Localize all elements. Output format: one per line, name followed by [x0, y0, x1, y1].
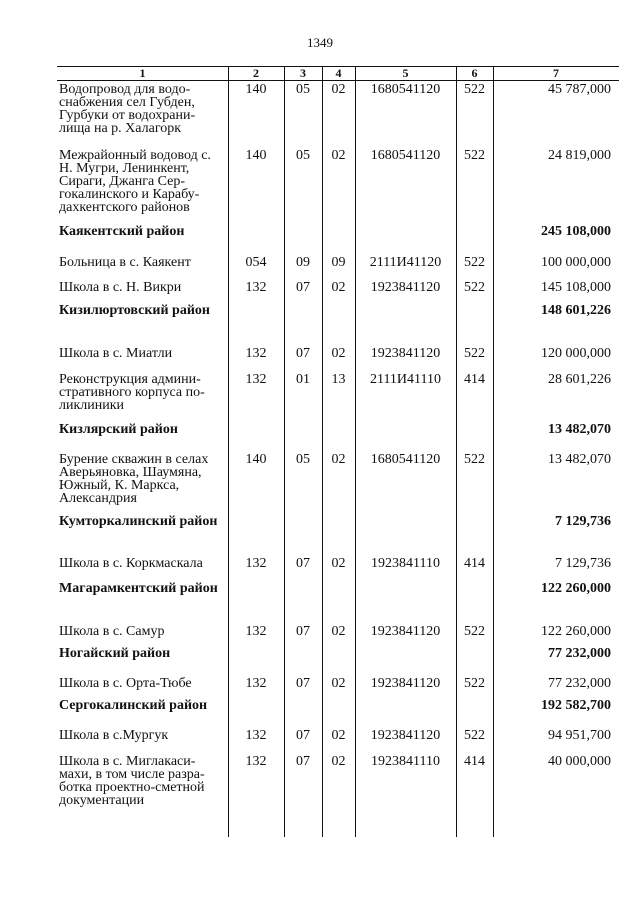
- cell-col3: [284, 647, 322, 674]
- cell-col5: 2111И41120: [369, 255, 442, 270]
- cell-col3: [284, 582, 322, 622]
- cell-col5: [355, 699, 456, 726]
- cell-col4: [322, 647, 355, 674]
- item-name: Магарамкентский район: [59, 581, 218, 596]
- column-header: 1: [139, 66, 146, 80]
- cell-col4: 02: [331, 346, 346, 361]
- cell-col5: 1923841120: [370, 676, 441, 691]
- cell-col6: [456, 423, 493, 450]
- amount-cell: 145 108,000: [541, 280, 611, 295]
- district-row: [57, 647, 619, 674]
- cell-col6: 414: [464, 372, 485, 387]
- cell-col6: 522: [464, 728, 485, 743]
- cell-col4: 02: [331, 280, 346, 295]
- amount-cell: 100 000,000: [541, 255, 611, 270]
- item-name: Сергокалинский район: [59, 698, 208, 713]
- cell-col5: 1923841120: [370, 624, 441, 639]
- column-header: 6: [471, 66, 478, 80]
- cell-col6: 522: [464, 624, 485, 639]
- cell-col2: 132: [245, 372, 267, 387]
- cell-col4: 02: [331, 676, 346, 691]
- amount-cell: 77 232,000: [548, 646, 611, 661]
- cell-col5: 2111И41110: [369, 372, 442, 387]
- cell-col4: 02: [331, 754, 346, 769]
- cell-col5: [355, 225, 456, 253]
- cell-col2: 132: [245, 728, 267, 743]
- column-header: 5: [402, 66, 409, 80]
- item-name: Ногайский район: [59, 646, 171, 661]
- amount-cell: 94 951,700: [548, 728, 611, 743]
- amount-cell: 148 601,226: [541, 303, 611, 318]
- cell-col6: 522: [464, 676, 485, 691]
- cell-col2: [228, 423, 284, 450]
- cell-col3: 07: [296, 754, 310, 769]
- cell-col6: [456, 304, 493, 344]
- cell-col4: [322, 225, 355, 253]
- cell-col2: [228, 582, 284, 622]
- cell-col6: 522: [464, 346, 485, 361]
- amount-cell: 120 000,000: [541, 346, 611, 361]
- cell-col2: [228, 699, 284, 726]
- table-row: [57, 278, 619, 304]
- cell-col2: [228, 515, 284, 554]
- cell-col4: 02: [331, 82, 346, 97]
- cell-col2: 140: [245, 452, 267, 467]
- table-row: [57, 344, 619, 370]
- cell-col3: [284, 423, 322, 450]
- cell-col2: 132: [245, 556, 267, 571]
- item-name: Кизилюртовский район: [59, 303, 210, 318]
- item-name: Межрайонный водовод с. Н. Мугри, Ленинкент, Сираги, Джанга Сер-гокалинского и Карабу-дахкентского районов: [59, 148, 211, 215]
- cell-col3: 07: [296, 280, 310, 295]
- cell-col5: 1680541120: [370, 452, 441, 467]
- table-row: [57, 674, 619, 699]
- cell-col2: 132: [245, 754, 267, 769]
- cell-col4: [322, 582, 355, 622]
- cell-col4: [322, 699, 355, 726]
- item-name: Школа в с. Н. Викри: [59, 280, 182, 295]
- district-row: [57, 225, 619, 253]
- cell-col3: 05: [296, 82, 310, 97]
- column-header: 2: [253, 66, 259, 80]
- cell-col3: 07: [296, 556, 310, 571]
- cell-col4: 09: [331, 255, 346, 270]
- cell-col5: 1923841110: [371, 556, 440, 571]
- cell-col5: 1923841120: [370, 280, 441, 295]
- cell-col3: 01: [296, 372, 310, 387]
- amount-cell: 7 129,736: [555, 556, 611, 571]
- cell-col6: [456, 699, 493, 726]
- cell-col3: 07: [296, 624, 310, 639]
- cell-col3: 07: [296, 676, 310, 691]
- cell-col5: 1923841120: [370, 728, 441, 743]
- cell-col4: [322, 423, 355, 450]
- district-row: [57, 582, 619, 622]
- cell-col6: [456, 515, 493, 554]
- cell-col6: [456, 647, 493, 674]
- table-row: [57, 622, 619, 647]
- cell-col3: 05: [296, 148, 310, 163]
- amount-cell: 28 601,226: [548, 372, 611, 387]
- cell-col3: 05: [296, 452, 310, 467]
- item-name: Школа в с.Мургук: [59, 728, 169, 743]
- column-header: 7: [553, 66, 559, 80]
- table-row: [57, 554, 619, 582]
- cell-col2: 140: [245, 82, 267, 97]
- cell-col4: 02: [331, 624, 346, 639]
- cell-col5: [355, 423, 456, 450]
- cell-col6: [456, 582, 493, 622]
- item-name: Каякентский район: [59, 224, 185, 239]
- item-name: Кизлярский район: [59, 422, 178, 437]
- cell-col4: 02: [331, 556, 346, 571]
- cell-col5: [355, 647, 456, 674]
- cell-col2: 054: [245, 255, 267, 270]
- table-row: [57, 80, 619, 146]
- cell-col3: [284, 225, 322, 253]
- budget-table: [57, 66, 619, 849]
- table-row: [57, 752, 619, 849]
- cell-col5: 1680541120: [370, 148, 441, 163]
- cell-col6: 522: [464, 255, 485, 270]
- cell-col6: 414: [464, 754, 485, 769]
- cell-col2: 132: [245, 624, 267, 639]
- cell-col2: [228, 647, 284, 674]
- item-name: Кумторкалинский район: [59, 514, 218, 529]
- cell-col2: 132: [245, 280, 267, 295]
- cell-col6: 522: [464, 452, 485, 467]
- item-name: Школа в с. Миглакаси-махи, в том числе разра-ботка проектно-сметной документации: [59, 754, 205, 808]
- cell-col6: 522: [464, 82, 485, 97]
- cell-col6: [456, 225, 493, 253]
- cell-col2: [228, 304, 284, 344]
- cell-col5: [355, 304, 456, 344]
- amount-cell: 122 260,000: [541, 624, 611, 639]
- district-row: [57, 515, 619, 554]
- cell-col3: [284, 699, 322, 726]
- cell-col5: 1923841110: [371, 754, 440, 769]
- district-row: [57, 304, 619, 344]
- item-name: Бурение скважин в селах Аверьяновка, Шаумяна, Южный, К. Маркса, Александрия: [59, 452, 209, 506]
- cell-col6: 414: [464, 556, 485, 571]
- district-row: [57, 699, 619, 726]
- cell-col6: 522: [464, 148, 485, 163]
- page-number: 1349: [307, 35, 333, 50]
- cell-col5: 1923841120: [370, 346, 441, 361]
- amount-cell: 122 260,000: [541, 581, 611, 596]
- cell-col2: 132: [245, 676, 267, 691]
- cell-col3: 07: [296, 346, 310, 361]
- cell-col4: 02: [331, 452, 346, 467]
- cell-col3: [284, 515, 322, 554]
- table-row: [57, 146, 619, 225]
- table-row: [57, 450, 619, 515]
- cell-col4: 02: [331, 148, 346, 163]
- amount-cell: 77 232,000: [548, 676, 611, 691]
- table-row: [57, 253, 619, 278]
- cell-col4: [322, 515, 355, 554]
- district-row: [57, 423, 619, 450]
- cell-col3: [284, 304, 322, 344]
- cell-col2: 140: [245, 148, 267, 163]
- item-name: Школа в с. Миатли: [59, 346, 173, 361]
- item-name: Водопровод для водо-снабжения сел Губден, Гурбуки от водохрани-лища на р. Халагорк: [59, 82, 196, 136]
- cell-col4: 13: [331, 372, 346, 387]
- cell-col3: 09: [296, 255, 310, 270]
- cell-col2: [228, 225, 284, 253]
- cell-col3: 07: [296, 728, 310, 743]
- table-row: [57, 726, 619, 752]
- column-header: 4: [335, 66, 342, 80]
- item-name: Реконструкция админи-стративного корпуса по-ликлиники: [59, 372, 205, 413]
- amount-cell: 13 482,070: [548, 422, 611, 437]
- amount-cell: 192 582,700: [541, 698, 611, 713]
- item-name: Школа в с. Коркмаскала: [59, 556, 203, 571]
- item-name: Больница в с. Каякент: [59, 255, 191, 270]
- item-name: Школа в с. Орта-Тюбе: [59, 676, 192, 691]
- amount-cell: 13 482,070: [548, 452, 611, 467]
- amount-cell: 24 819,000: [548, 148, 611, 163]
- amount-cell: 45 787,000: [548, 82, 611, 97]
- cell-col4: 02: [331, 728, 346, 743]
- column-header: 3: [300, 66, 306, 80]
- item-name: Школа в с. Самур: [59, 624, 165, 639]
- amount-cell: 7 129,736: [555, 514, 611, 529]
- amount-cell: 40 000,000: [548, 754, 611, 769]
- cell-col6: 522: [464, 280, 485, 295]
- table-row: [57, 370, 619, 423]
- cell-col2: 132: [245, 346, 267, 361]
- cell-col4: [322, 304, 355, 344]
- amount-cell: 245 108,000: [541, 224, 611, 239]
- cell-col5: 1680541120: [370, 82, 441, 97]
- cell-col5: [355, 582, 456, 622]
- table-header-row: [57, 66, 619, 80]
- cell-col5: [355, 515, 456, 554]
